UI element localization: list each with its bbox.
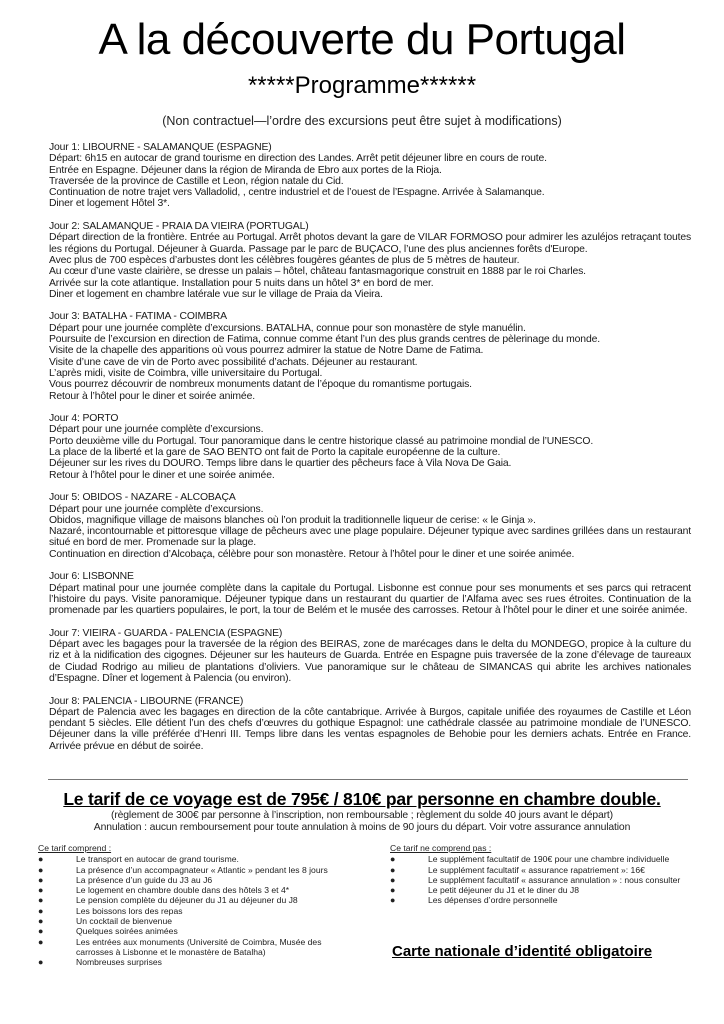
- day-4: [49, 413, 691, 481]
- list-item: ● Quelques soirées animées: [38, 926, 178, 937]
- list-item: ● Le pension complète du déjeuner du J1 au déjeuner du J8: [38, 895, 298, 906]
- day-heading: Jour 4: PORTO: [49, 413, 119, 425]
- list-item: ● La présence d’un guide du J3 au J6: [38, 874, 213, 885]
- payment-terms: (règlement de 300€ par personne à l’inscription, non remboursable ; règlement du solde 40 jours avant le départ): [111, 810, 613, 821]
- day-2: [49, 221, 691, 300]
- list-item: ● La présence d’un accompagnateur « Atlantic » pendant les 8 jours: [38, 864, 328, 875]
- day-line: Départ pour une journée complète d’excursions.: [49, 424, 264, 436]
- day-5: [49, 492, 691, 560]
- day-line: Vous pourrez découvrir de nombreux monuments datant de l’époque du romantisme portugais.: [49, 379, 472, 391]
- day-line: L’après midi, visite de Coimbra, ville universitaire du Portugal.: [49, 367, 323, 379]
- day-line: Continuation en direction d’Alcobaça, célèbre pour son monastère. Retour à l’hôtel pour le diner et une soirée animée.: [49, 548, 575, 560]
- excluded-heading: Ce tarif ne comprend pas :: [390, 843, 492, 853]
- day-line: Diner et logement en chambre latérale vue sur le village de Praia da Vieira.: [49, 288, 383, 300]
- bullet-icon: ●: [390, 854, 396, 865]
- list-item: ● Nombreuses surprises: [38, 957, 162, 968]
- bullet-icon: ●: [390, 874, 396, 885]
- day-line: Visite de la chapelle des apparitions où vous pourrez admirer la statue de Notre Dame de Fatima.: [49, 345, 484, 357]
- excluded-list: [390, 843, 710, 906]
- list-item: ● Le petit déjeuner du J1 et le diner du J8: [390, 885, 579, 896]
- day-line: Départ pour une journée complète d’excursions.: [49, 503, 264, 515]
- bullet-icon: ●: [38, 926, 44, 937]
- day-line: Entrée en Espagne. Déjeuner dans la région de Miranda de Ebro aux portes de la Rioja.: [49, 164, 442, 176]
- day-line: Déjeuner sur les rives du DOURO. Temps libre dans le quartier des pêcheurs face à Vila Nova De Gaia.: [49, 458, 512, 470]
- day-line: Porto deuxième ville du Portugal. Tour panoramique dans le centre historique classé au patrimoine mondial de l’UNESCO.: [49, 435, 594, 447]
- list-item: ● Le supplément facultatif « assurance annulation » : nous consulter: [390, 874, 681, 885]
- list-item: ● Les boissons lors des repas: [38, 905, 183, 916]
- day-line: Départ avec les bagages pour la traversée de la région des BEIRAS, zone de marécages dans le delta du MONDEGO, propice à la culture du riz et à la nidification des cigognes. Déjeuner sur les hauteurs de Guarda. Entrée en Espagne puis traversée de la zone d’élevage de taureaux de Ciudad Rodrigo au milieu de plantations d’oliviers. Vue panoramique sur le château de SIMANCAS qui abrite les archives nationales d’Espagne. Dîner et logement à Palencia (ou environ).: [49, 639, 691, 684]
- bullet-icon: ●: [38, 864, 44, 875]
- day-heading: Jour 3: BATALHA - FATIMA - COIMBRA: [49, 311, 227, 323]
- included-heading: Ce tarif comprend :: [38, 843, 112, 853]
- bullet-icon: ●: [38, 885, 44, 896]
- list-item: ● Les dépenses d’ordre personnelle: [390, 895, 558, 906]
- programme-subtitle: *****Programme******: [247, 72, 477, 99]
- day-line: Nazaré, incontournable et pittoresque village de pêcheurs avec une plage populaire. Déjeuner typique avec sardines grillées dans un restaurant situé en bord de mer. Promenade sur la plage.: [49, 526, 691, 549]
- id-card-notice: Carte nationale d’identité obligatoire: [392, 943, 653, 960]
- list-item: ● Un cocktail de bienvenue: [38, 916, 173, 927]
- day-line: Départ: 6h15 en autocar de grand tourisme en direction des Landes. Arrêt petit déjeuner libre en cours de route.: [49, 153, 547, 165]
- itinerary: [49, 142, 691, 763]
- day-line: Départ matinal pour une journée complète dans la capitale du Portugal. Lisbonne est connue pour ses monuments et ses parcs qui retracent l’histoire du pays. Visite panoramique. Déjeuner typique dans un restaurant du quartier de l’Alfama avec ses rues étroites. Continuation de la promenade par les quartiers populaires, le port, la tour de Belém et le musée des carrosses. Retour à l’hôtel pour le diner et une soirée animée.: [49, 582, 691, 617]
- day-line: Obidos, magnifique village de maisons blanches où l’on produit la traditionnelle liqueur de cerise: « le Ginja ».: [49, 514, 536, 526]
- bullet-icon: ●: [38, 895, 44, 906]
- day-line: Retour à l’hôtel pour le diner et une soirée animée.: [49, 469, 275, 481]
- day-heading: Jour 2: SALAMANQUE - PRAIA DA VIEIRA (PORTUGAL): [49, 221, 309, 233]
- day-heading: Jour 1: LIBOURNE - SALAMANQUE (ESPAGNE): [49, 142, 272, 153]
- day-7: [49, 628, 691, 684]
- list-item: ● Les entrées aux monuments (Université de Coimbra, Musée des carrosses à Lisbonne et le monastère de Batalha): [38, 936, 322, 957]
- list-item: ● Le supplément facultatif de 190€ pour une chambre individuelle: [390, 854, 670, 865]
- day-line: Départ de Palencia avec les bagages en direction de la côte cantabrique. Arrivée à Burgos, capitale unifiée des royaumes de Castille et Léon pendant 5 siècles. Elle détient l’un des chefs d’œuvres du gothique Espagnol: une cathédrale classée au patrimoine mondiale de l’UNESCO. Déjeuner dans la ville préférée d’Henri III. Temps libre dans les ventas espagnoles de Behobie pour les derniers achats. Entrée en France. Arrivée prévue en début de soirée.: [49, 706, 691, 752]
- day-line: Avec plus de 700 espèces d’arbustes dont les célèbres fougères géantes de plus de 5 mètres de hauteur.: [49, 254, 520, 266]
- day-line: Diner et logement Hôtel 3*.: [49, 198, 170, 210]
- list-item: ● Le transport en autocar de grand tourisme.: [38, 854, 239, 865]
- bullet-icon: ●: [390, 895, 396, 906]
- list-item: ● Le supplément facultatif « assurance rapatriement »: 16€: [390, 864, 645, 875]
- day-line: Au cœur d’une vaste clairière, se dresse un palais – hôtel, château fantasmagorique construit en 1888 par le roi Charles.: [49, 266, 586, 278]
- bullet-icon: ●: [38, 957, 44, 968]
- day-heading: Jour 6: LISBONNE: [49, 571, 134, 583]
- day-line: Retour à l’hôtel pour le diner et soirée animée.: [49, 390, 255, 402]
- page-title: A la découverte du Portugal: [98, 15, 626, 64]
- disclaimer-note: (Non contractuel—l’ordre des excursions peut être sujet à modifications): [162, 114, 562, 128]
- bullet-icon: ●: [38, 854, 44, 865]
- day-heading: Jour 7: VIEIRA - GUARDA - PALENCIA (ESPAGNE): [49, 627, 283, 639]
- day-line: Départ direction de la frontière. Entrée au Portugal. Arrêt photos devant la gare de VILAR FORMOSO pour admirer les azuléjos retraçant toutes les régions du Portugal. Déjeuner à Guarda. Passage par le parc de BUÇACO, l’une des plus anciennes forêts d'Europe.: [49, 232, 691, 255]
- included-list: [38, 843, 358, 968]
- day-line: Visite d’une cave de vin de Porto avec possibilité d’achats. Déjeuner au restaurant.: [49, 356, 418, 368]
- day-line: La place de la liberté et la gare de SAO BENTO ont fait de Porto la capitale européenne de la culture.: [49, 447, 501, 459]
- day-line: Poursuite de l’excursion en direction de Fatima, connue comme étant l’un des plus grands centres de pèlerinage du monde.: [49, 334, 600, 346]
- price-headline: Le tarif de ce voyage est de 795€ / 810€ par personne en chambre double.: [63, 789, 661, 809]
- day-line: Arrivée sur la cote atlantique. Installation pour 5 nuits dans un hôtel 3* en bord de mer.: [49, 277, 434, 289]
- day-8: [49, 696, 691, 752]
- day-3: [49, 311, 691, 401]
- bullet-icon: ●: [390, 885, 396, 896]
- day-line: Traversée de la province de Castille et Leon, région natale du Cid.: [49, 175, 344, 187]
- day-heading: Jour 8: PALENCIA - LIBOURNE (FRANCE): [49, 695, 244, 707]
- bullet-icon: ●: [38, 916, 44, 927]
- day-6: [49, 571, 691, 616]
- section-divider: [48, 779, 688, 780]
- day-line: Continuation de notre trajet vers Valladolid, , centre industriel et de l’ouest de l’Espagne. Arrivée à Salamanque.: [49, 187, 545, 199]
- cancellation-terms: Annulation : aucun remboursement pour toute annulation à moins de 90 jours du départ. Voir votre assurance annulation: [93, 822, 631, 833]
- day-heading: Jour 5: OBIDOS - NAZARE - ALCOBAÇA: [49, 492, 236, 504]
- bullet-icon: ●: [38, 905, 44, 916]
- bullet-icon: ●: [38, 936, 44, 947]
- bullet-icon: ●: [38, 874, 44, 885]
- day-line: Départ pour une journée complète d’excursions. BATALHA, connue pour son monastère de style manuélin.: [49, 322, 526, 334]
- bullet-icon: ●: [390, 864, 396, 875]
- list-item: ● Le logement en chambre double dans des hôtels 3 et 4*: [38, 885, 290, 896]
- day-1: [49, 142, 691, 210]
